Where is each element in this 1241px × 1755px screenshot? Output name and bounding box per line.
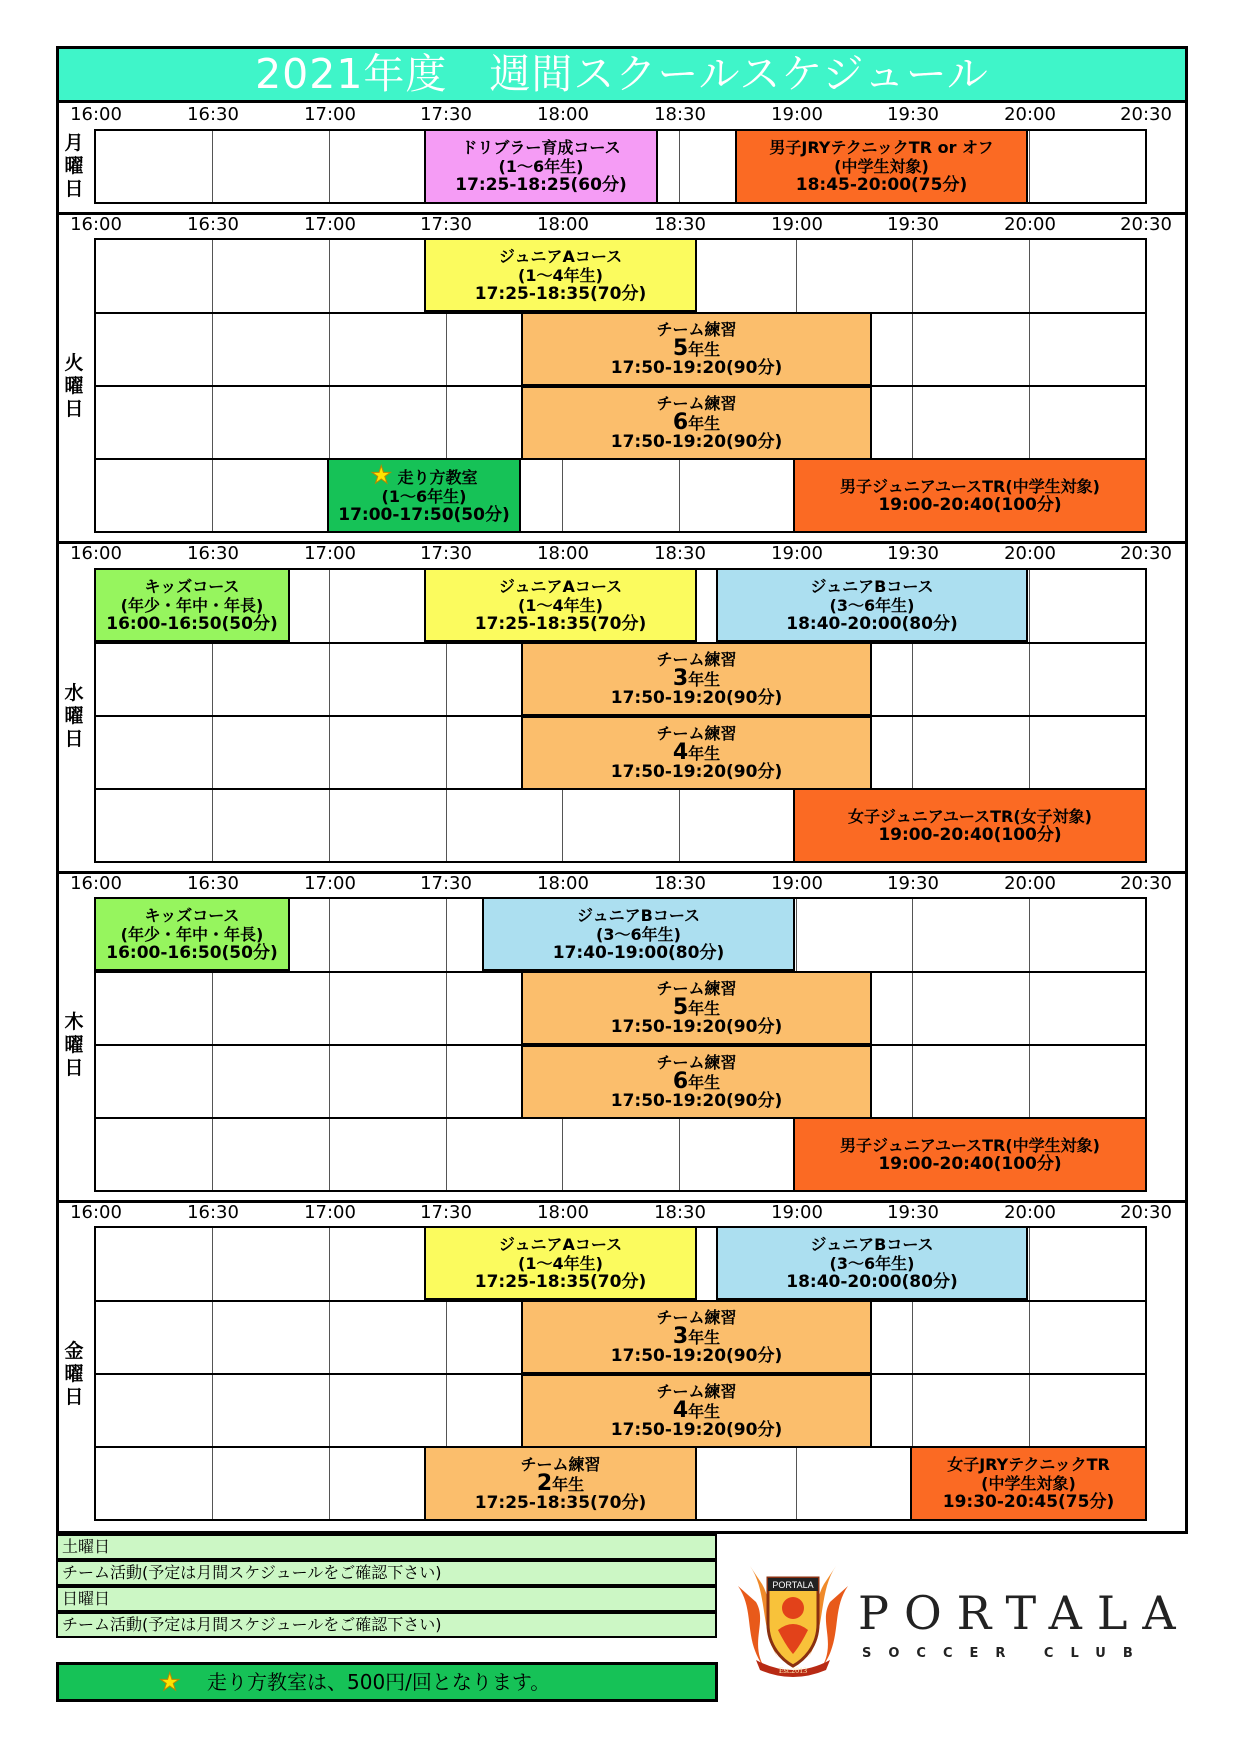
course-block[interactable]: ジュニアBコース (3～6年生) 18:40-20:00(80分) xyxy=(716,1226,1028,1300)
course-block[interactable]: ジュニアAコース (1～4年生) 17:25-18:35(70分) xyxy=(424,568,697,642)
sunday-label: 日曜日 xyxy=(56,1586,717,1612)
day-label-wednesday: 水 曜 日 xyxy=(64,682,84,750)
time-header-wed: 16:00 16:30 17:00 17:30 18:00 18:30 19:00 19:30 20:00 20:30 xyxy=(70,543,1172,564)
course-block[interactable]: ★ 走り方教室 (1～6年生) 17:00-17:50(50分) xyxy=(327,458,521,533)
day-label-thursday: 木 曜 日 xyxy=(64,1011,84,1079)
course-block[interactable]: ジュニアBコース (3～6年生) 17:40-19:00(80分) xyxy=(482,897,795,971)
sunday-text: チーム活動(予定は月間スケジュールをご確認下さい) xyxy=(56,1612,717,1638)
time-label: 19:30 xyxy=(887,104,939,125)
club-name: PORTALA xyxy=(858,1586,1191,1640)
time-label: 20:00 xyxy=(1004,104,1056,125)
saturday-text: チーム活動(予定は月間スケジュールをご確認下さい) xyxy=(56,1560,717,1586)
day-label-tuesday: 火 曜 日 xyxy=(64,352,84,420)
course-block[interactable]: チーム練習 5年生 17:50-19:20(90分) xyxy=(521,971,872,1045)
time-label: 20:30 xyxy=(1120,104,1172,125)
course-block[interactable]: ドリブラー育成コース (1～6年生) 17:25-18:25(60分) xyxy=(424,129,658,204)
star-icon: ★ xyxy=(370,461,392,489)
day-label-friday: 金 曜 日 xyxy=(64,1340,84,1408)
course-block[interactable]: 男子ジュニアユースTR(中学生対象) 19:00-20:40(100分) xyxy=(793,458,1147,533)
time-label: 18:00 xyxy=(537,104,589,125)
time-label: 16:00 xyxy=(70,104,122,125)
course-block[interactable]: 女子ジュニアユースTR(女子対象) 19:00-20:40(100分) xyxy=(793,788,1147,863)
course-block[interactable]: チーム練習 3年生 17:50-19:20(90分) xyxy=(521,1300,872,1374)
time-label: 19:00 xyxy=(771,104,823,125)
course-block[interactable]: キッズコース (年少・年中・年長) 16:00-16:50(50分) xyxy=(94,568,290,642)
course-block[interactable]: チーム練習 5年生 17:50-19:20(90分) xyxy=(521,312,872,386)
club-logo xyxy=(738,1562,1198,1680)
time-header-mon xyxy=(0,105,1241,125)
course-block[interactable]: チーム練習 6年生 17:50-19:20(90分) xyxy=(521,1045,872,1119)
svg-text:PORTALA: PORTALA xyxy=(772,1580,814,1590)
saturday-label: 土曜日 xyxy=(56,1534,717,1560)
course-block[interactable]: ジュニアAコース (1～4年生) 17:25-18:35(70分) xyxy=(424,238,697,312)
time-header-tue: 16:00 16:30 17:00 17:30 18:00 18:30 19:00 19:30 20:00 20:30 xyxy=(70,214,1172,235)
club-subtitle: SOCCER CLUB xyxy=(862,1646,1150,1661)
page-title: 2021年度 週間スクールスケジュール xyxy=(56,46,1188,103)
course-block[interactable]: 男子JRYテクニックTR or オフ (中学生対象) 18:45-20:00(75分) xyxy=(735,129,1028,204)
course-block[interactable]: チーム練習 2年生 17:25-18:35(70分) xyxy=(424,1446,697,1521)
running-class-fee-note: ★ 走り方教室は、500円/回となります。 xyxy=(56,1662,718,1702)
course-block[interactable]: チーム練習 6年生 17:50-19:20(90分) xyxy=(521,386,872,460)
time-label: 17:30 xyxy=(420,104,472,125)
time-label: 16:30 xyxy=(187,104,239,125)
time-header-fri: 16:00 16:30 17:00 17:30 18:00 18:30 19:00 19:30 20:00 20:30 xyxy=(70,1202,1172,1223)
course-block[interactable]: ジュニアBコース (3～6年生) 18:40-20:00(80分) xyxy=(716,568,1028,642)
course-block[interactable]: チーム練習 3年生 17:50-19:20(90分) xyxy=(521,642,872,716)
course-block[interactable]: チーム練習 4年生 17:50-19:20(90分) xyxy=(521,1374,872,1448)
day-label-monday: 月 曜 日 xyxy=(64,132,84,200)
course-block[interactable]: チーム練習 4年生 17:50-19:20(90分) xyxy=(521,716,872,790)
course-block[interactable]: 男子ジュニアユースTR(中学生対象) 19:00-20:40(100分) xyxy=(793,1117,1147,1192)
course-block[interactable]: ジュニアAコース (1～4年生) 17:25-18:35(70分) xyxy=(424,1226,697,1300)
star-icon: ★ xyxy=(159,1668,181,1696)
time-label: 17:00 xyxy=(304,104,356,125)
course-block[interactable]: キッズコース (年少・年中・年長) 16:00-16:50(50分) xyxy=(94,897,290,971)
time-label: 18:30 xyxy=(654,104,706,125)
course-block[interactable]: 女子JRYテクニックTR (中学生対象) 19:30-20:45(75分) xyxy=(910,1446,1147,1521)
svg-text:Est.2013: Est.2013 xyxy=(778,1666,808,1675)
time-header-thu: 16:00 16:30 17:00 17:30 18:00 18:30 19:00 19:30 20:00 20:30 xyxy=(70,873,1172,894)
